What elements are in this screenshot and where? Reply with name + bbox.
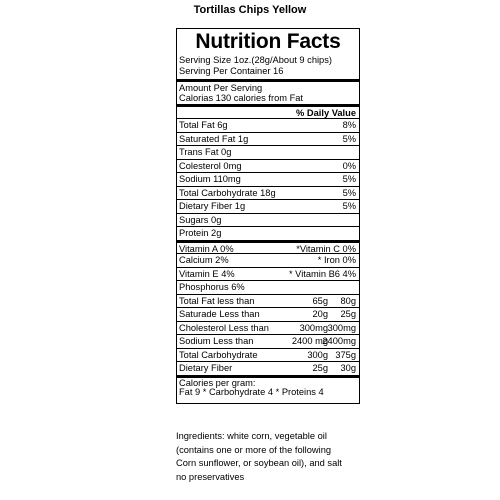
serving-size xyxy=(177,55,359,66)
nutrient-name: Protein 2g xyxy=(179,228,222,238)
daily-limit-name: Sodium Less than xyxy=(179,336,254,346)
nutrient-daily-value: 0% xyxy=(342,160,356,171)
daily-limit-2500: 300mg xyxy=(327,322,356,333)
daily-limit-2000: 2400 mg xyxy=(291,336,328,346)
daily-limit-name: Saturade Less than xyxy=(179,309,260,319)
nutrient-name: Total Carbohydrate 18g xyxy=(179,187,276,198)
vitamin-right: * Vitamin B6 4% xyxy=(288,268,356,279)
servings-per-container xyxy=(177,66,359,79)
calories-per-gram-title-text: Calories per gram: xyxy=(179,377,256,388)
nutrient-row xyxy=(177,172,359,186)
calories-per-gram-text: Fat 9 * Carbohydrate 4 * Proteins 4 xyxy=(179,386,324,397)
calories-per-gram xyxy=(177,387,359,399)
daily-limit-2000: 300mg xyxy=(299,322,328,333)
daily-limit-row xyxy=(177,294,359,308)
ingredients-line: Ingredients: white corn, vegetable oil xyxy=(176,431,327,441)
ingredients-line: no preservatives xyxy=(176,471,245,482)
vitamin-row xyxy=(177,253,359,267)
daily-limit-row xyxy=(177,334,359,348)
daily-limit-2000: 65g xyxy=(312,295,328,306)
nutrient-row xyxy=(177,159,359,173)
ingredients-line: Corn sunflower, or soybean oil), and salt xyxy=(176,458,342,468)
daily-limit-name: Dietary Fiber xyxy=(179,363,233,373)
calories-per-gram-title xyxy=(177,375,359,387)
nutrient-row xyxy=(177,132,359,146)
daily-limit-2500: 80g xyxy=(340,295,356,306)
daily-limit-name: Total Fat less than xyxy=(179,295,255,306)
nutrient-name: Dietary Fiber 1g xyxy=(179,201,246,211)
daily-limit-row xyxy=(177,321,359,335)
nutrition-facts-panel xyxy=(176,28,360,404)
daily-limit-2500: 375g xyxy=(335,349,356,360)
vitamin-left: Vitamin E 4% xyxy=(179,268,235,279)
daily-limit-2500: 2400mg xyxy=(322,336,356,346)
daily-limit-row xyxy=(177,348,359,362)
nutrient-row xyxy=(177,118,359,132)
nutrient-row xyxy=(177,226,359,240)
nutrient-row xyxy=(177,145,359,159)
serving-size-text: Serving Size 1oz.(28g/About 9 chips) xyxy=(179,55,332,65)
vitamin-row xyxy=(177,240,359,254)
daily-limit-2500: 25g xyxy=(340,309,356,319)
nutrient-name: Trans Fat 0g xyxy=(179,147,232,157)
nutrient-name: Sodium 110mg xyxy=(179,174,241,184)
nutrient-daily-value: 5% xyxy=(342,187,356,198)
calories-text: Calorias 130 calories from Fat xyxy=(179,93,304,103)
nutrient-daily-value: 5% xyxy=(342,201,356,211)
daily-limit-row xyxy=(177,307,359,321)
vitamin-left: Vitamin A 0% xyxy=(179,243,234,254)
nutrient-daily-value: 5% xyxy=(342,174,356,184)
nutrient-row xyxy=(177,213,359,227)
nutrient-name: Colesterol 0mg xyxy=(179,160,242,171)
page-title: Tortillas Chips Yellow xyxy=(193,4,307,16)
calories-row xyxy=(177,93,359,104)
vitamin-left: Phosphorus 6% xyxy=(179,282,245,292)
vitamin-right: *Vitamin C 0% xyxy=(296,243,356,254)
ingredients-line: (contains one or more of the following xyxy=(176,444,332,455)
nutrient-name: Saturated Fat 1g xyxy=(179,133,249,144)
vitamin-left: Calcium 2% xyxy=(179,255,229,265)
nutrient-name: Sugars 0g xyxy=(179,214,222,225)
vitamin-row xyxy=(177,280,359,294)
amount-per-serving xyxy=(177,79,359,93)
daily-limit-2000: 25g xyxy=(312,363,328,373)
nutrition-facts-heading: Nutrition Facts xyxy=(195,30,341,53)
daily-limit-2000: 300g xyxy=(307,349,328,360)
daily-limit-2000: 20g xyxy=(312,309,328,319)
ingredients xyxy=(176,430,376,484)
vitamin-right: * Iron 0% xyxy=(317,255,356,265)
vitamin-row xyxy=(177,267,359,281)
daily-limit-2500: 30g xyxy=(340,363,356,373)
daily-limit-name: Cholesterol Less than xyxy=(179,322,269,333)
servings-per-container-text: Serving Per Container 16 xyxy=(179,66,284,76)
daily-limit-row xyxy=(177,361,359,375)
daily-limit-name: Total Carbohydrate xyxy=(179,349,258,360)
nutrient-row xyxy=(177,199,359,213)
nutrient-daily-value: 5% xyxy=(342,133,356,144)
daily-value-header xyxy=(177,104,359,118)
amount-per-serving-text: Amount Per Serving xyxy=(179,83,263,93)
nutrient-name: Total Fat 6g xyxy=(179,120,228,130)
daily-value-header-text: % Daily Value xyxy=(296,108,356,118)
nutrient-row xyxy=(177,186,359,200)
nutrient-daily-value: 8% xyxy=(342,120,356,130)
